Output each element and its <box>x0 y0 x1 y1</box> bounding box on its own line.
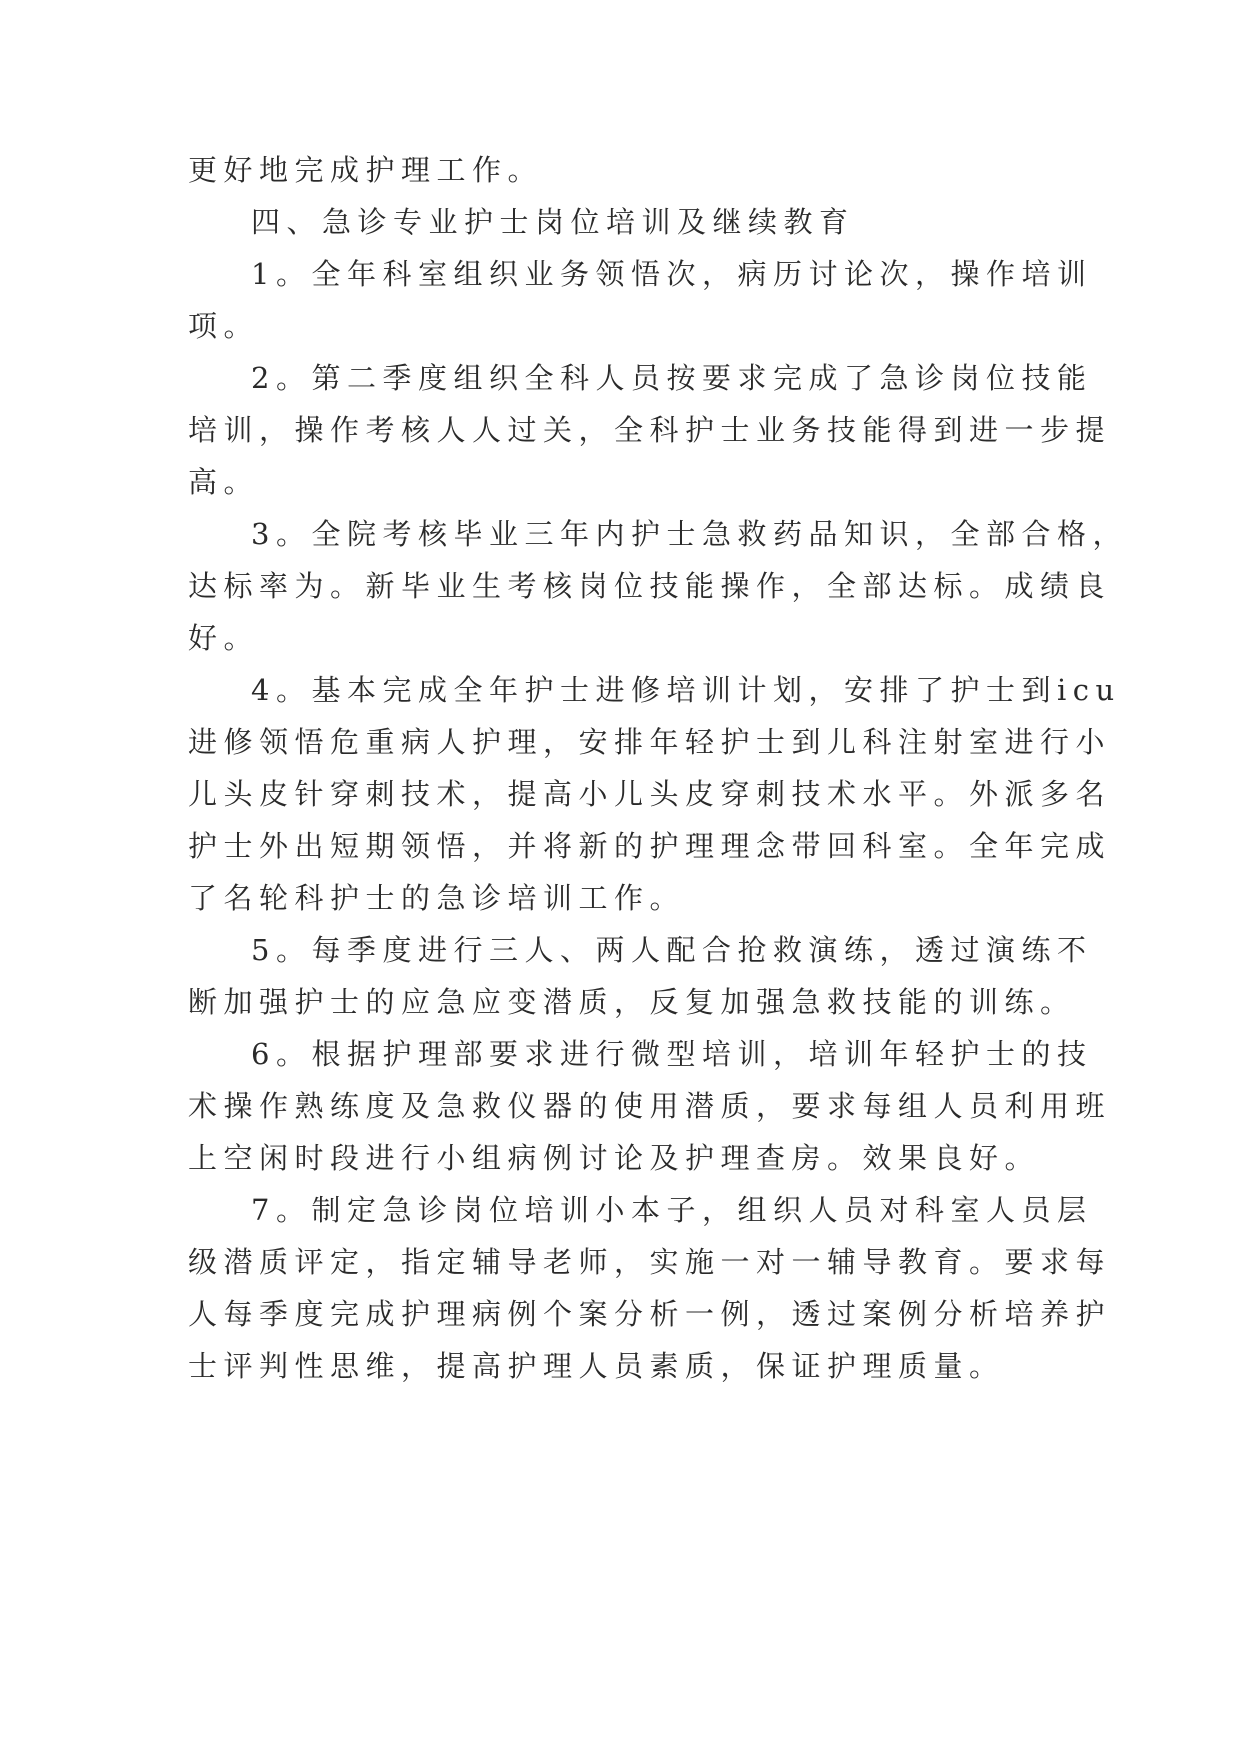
text-line: 更好地完成护理工作。 <box>188 153 544 187</box>
text-line: 1。全年科室组织业务领悟次，病历讨论次，操作培训 <box>251 257 1093 291</box>
text-line: 4。基本完成全年护士进修培训计划，安排了护士到icu <box>251 673 1121 707</box>
text-line: 上空闲时段进行小组病例讨论及护理查房。效果良好。 <box>188 1141 1041 1175</box>
text-line: 儿头皮针穿刺技术，提高小儿头皮穿刺技术水平。外派多名 <box>188 777 1112 811</box>
text-line: 护士外出短期领悟，并将新的护理理念带回科室。全年完成 <box>188 829 1112 863</box>
text-line: 级潜质评定，指定辅导老师，实施一对一辅导教育。要求每 <box>188 1245 1112 1279</box>
text-line: 5。每季度进行三人、两人配合抢救演练，透过演练不 <box>251 933 1093 967</box>
text-line: 术操作熟练度及急救仪器的使用潜质，要求每组人员利用班 <box>188 1089 1112 1123</box>
text-line: 了名轮科护士的急诊培训工作。 <box>188 881 686 915</box>
text-line: 断加强护士的应急应变潜质，反复加强急救技能的训练。 <box>188 985 1076 1019</box>
text-line: 进修领悟危重病人护理，安排年轻护士到儿科注射室进行小 <box>188 725 1112 759</box>
text-line: 7。制定急诊岗位培训小本子，组织人员对科室人员层 <box>251 1193 1093 1227</box>
text-line: 达标率为。新毕业生考核岗位技能操作，全部达标。成绩良 <box>188 569 1112 603</box>
section-heading: 四、急诊专业护士岗位培训及继续教育 <box>251 205 855 239</box>
text-line: 好。 <box>188 621 260 655</box>
text-line: 高。 <box>188 465 260 499</box>
text-line: 士评判性思维，提高护理人员素质，保证护理质量。 <box>188 1349 1005 1383</box>
text-line: 3。全院考核毕业三年内护士急救药品知识，全部合格， <box>251 517 1128 551</box>
text-line: 项。 <box>188 309 260 343</box>
text-line: 人每季度完成护理病例个案分析一例，透过案例分析培养护 <box>188 1297 1112 1331</box>
text-line: 培训，操作考核人人过关，全科护士业务技能得到进一步提 <box>188 413 1112 447</box>
text-line: 2。第二季度组织全科人员按要求完成了急诊岗位技能 <box>251 361 1093 395</box>
text-line: 6。根据护理部要求进行微型培训，培训年轻护士的技 <box>251 1037 1093 1071</box>
